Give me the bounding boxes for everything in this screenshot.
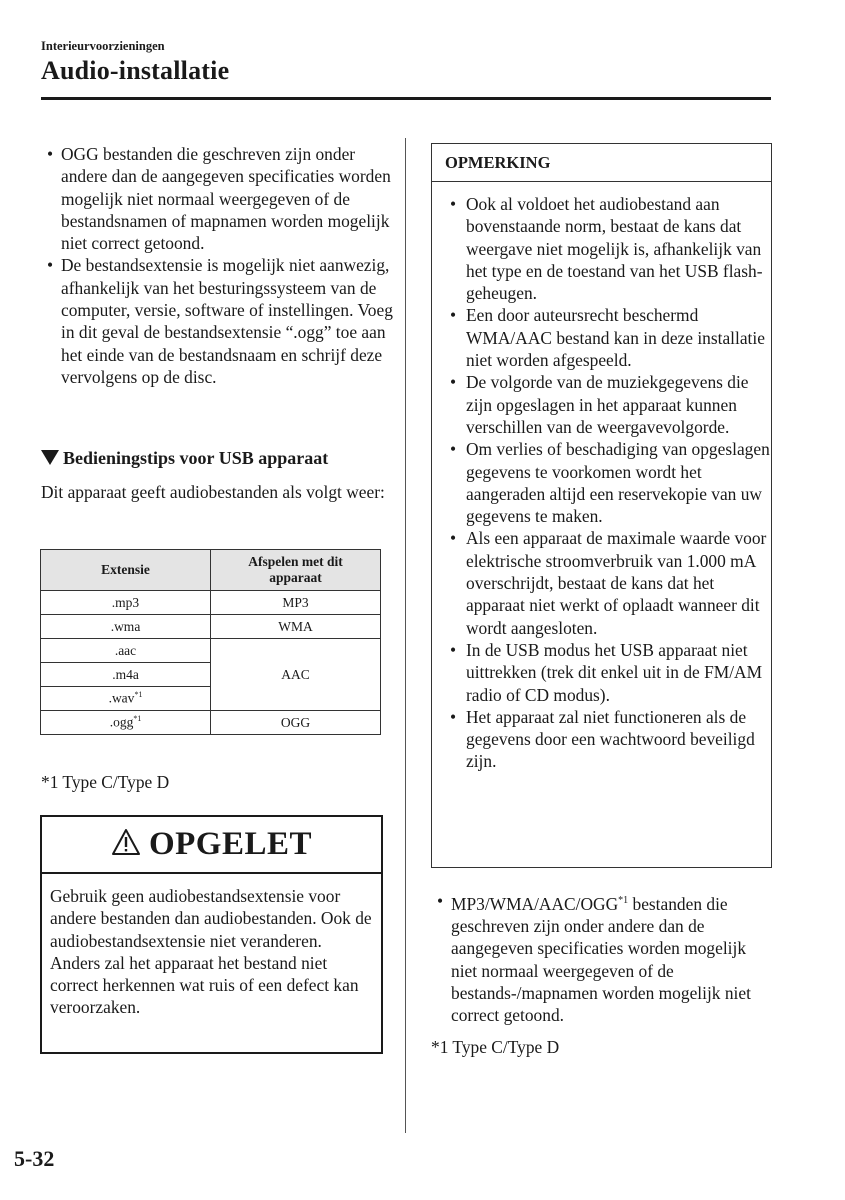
page-number: 5-32 (14, 1146, 55, 1171)
warning-triangle-icon (111, 828, 141, 861)
table-footnote: *1 Type C/Type D (41, 772, 170, 792)
usb-intro-text: Dit apparaat geeft audiobestanden als volgt weer: (41, 482, 385, 502)
warning-box (40, 815, 383, 1054)
list-item: • Ook al voldoet het audiobestand aan bovenstaande norm, bestaat de kans dat weergave niet mogelijk is, afhankelijk van het type en de toestand van het USB flash-geheugen. (450, 194, 763, 304)
play-cell: AAC (211, 639, 381, 711)
ext-cell: .m4a (41, 663, 211, 687)
play-cell: OGG (211, 711, 381, 735)
warning-text: Gebruik geen audiobestandsextensie voor andere bestanden dan audiobestanden. Ook de audiobestandsextensie niet veranderen. Anders zal het apparaat het bestand niet correct herkennen wat ruis of een defect kan veroorzaken. (50, 886, 372, 1018)
play-cell: MP3 (211, 591, 381, 615)
footnote-mark: *1 (134, 690, 143, 700)
table-header-row (41, 550, 381, 591)
list-item: • De volgorde van de muziekgegevens die zijn opgeslagen in het apparaat kunnen verschillen van de weergavevolgorde. (450, 372, 749, 437)
right-bullet-list (434, 890, 769, 1027)
column-header-extension: Extensie (41, 550, 211, 591)
triangle-down-icon (41, 450, 59, 465)
table-row (41, 711, 381, 735)
table-row (41, 591, 381, 615)
section-label: Interieurvoorzieningen (41, 39, 165, 53)
list-item: • Een door auteursrecht beschermd WMA/AAC bestand kan in deze installatie niet worden afgespeeld. (450, 305, 765, 371)
list-item: • In de USB modus het USB apparaat niet uittrekken (trek dit enkel uit in de FM/AM radio of CD modus). (450, 639, 763, 705)
title-rule (41, 97, 771, 100)
ext-cell: .ogg$^{*1}$ (41, 711, 211, 735)
list-item: • Als een apparaat de maximale waarde voor elektrische stroomverbruik van 1.000 mA overschrijdt, bestaat de kans dat het apparaat niet werkt of oplaadt wanneer dit wordt aangesloten. (450, 528, 767, 638)
ext-cell: .wma (41, 615, 211, 639)
list-item: • MP3/WMA/AAC/OGG$^{*1}$ bestanden die geschreven zijn onder andere dan de aangegeven specificaties worden mogelijk niet normaal weergegeven of de bestands-/mapnamen worden mogelijk niet correct getoond. (437, 891, 751, 1026)
usb-section-heading: Bedieningstips voor USB apparaat (41, 448, 328, 469)
note-list (448, 193, 771, 773)
play-cell: WMA (211, 615, 381, 639)
column-divider (405, 138, 406, 1133)
list-item: • Het apparaat zal niet functioneren als de gegevens door een wachtwoord beveiligd zijn. (450, 706, 755, 772)
ext-cell: .aac (41, 639, 211, 663)
right-footnote: *1 Type C/Type D (431, 1037, 560, 1057)
footnote-mark: *1 (618, 895, 629, 906)
extension-table (40, 549, 381, 735)
list-item: • De bestandsextensie is mogelijk niet aanwezig, afhankelijk van het besturingssysteem van de computer, versie, software of instellingen. Voeg in dit geval de bestandsextensie “.ogg” toe aan het einde van de bestandsnaam en schrijf deze vervolgens op de disc. (47, 255, 393, 387)
table-row (41, 615, 381, 639)
table-row (41, 639, 381, 663)
list-item: • Om verlies of beschadiging van opgeslagen gegevens te voorkomen wordt het aangeraden altijd een reservekopie van uw gegevens te maken. (450, 439, 770, 527)
footnote-mark: *1 (133, 714, 142, 724)
column-header-playback: Afspelen met dit apparaat (211, 550, 381, 591)
note-box (431, 143, 772, 868)
warning-header (42, 817, 381, 874)
note-title: OPMERKING (432, 144, 771, 182)
warning-title: OPGELET (148, 826, 313, 862)
ext-cell: .mp3 (41, 591, 211, 615)
page-title: Audio-installatie (41, 56, 230, 85)
list-item: • OGG bestanden die geschreven zijn onder andere dan de aangegeven specificaties worden mogelijk niet normaal weergegeven of de bestandsnamen of mapnamen worden mogelijk niet correct getoond. (47, 144, 391, 254)
left-bullet-list (44, 143, 394, 388)
ext-cell: .wav$^{*1}$ (41, 687, 211, 711)
